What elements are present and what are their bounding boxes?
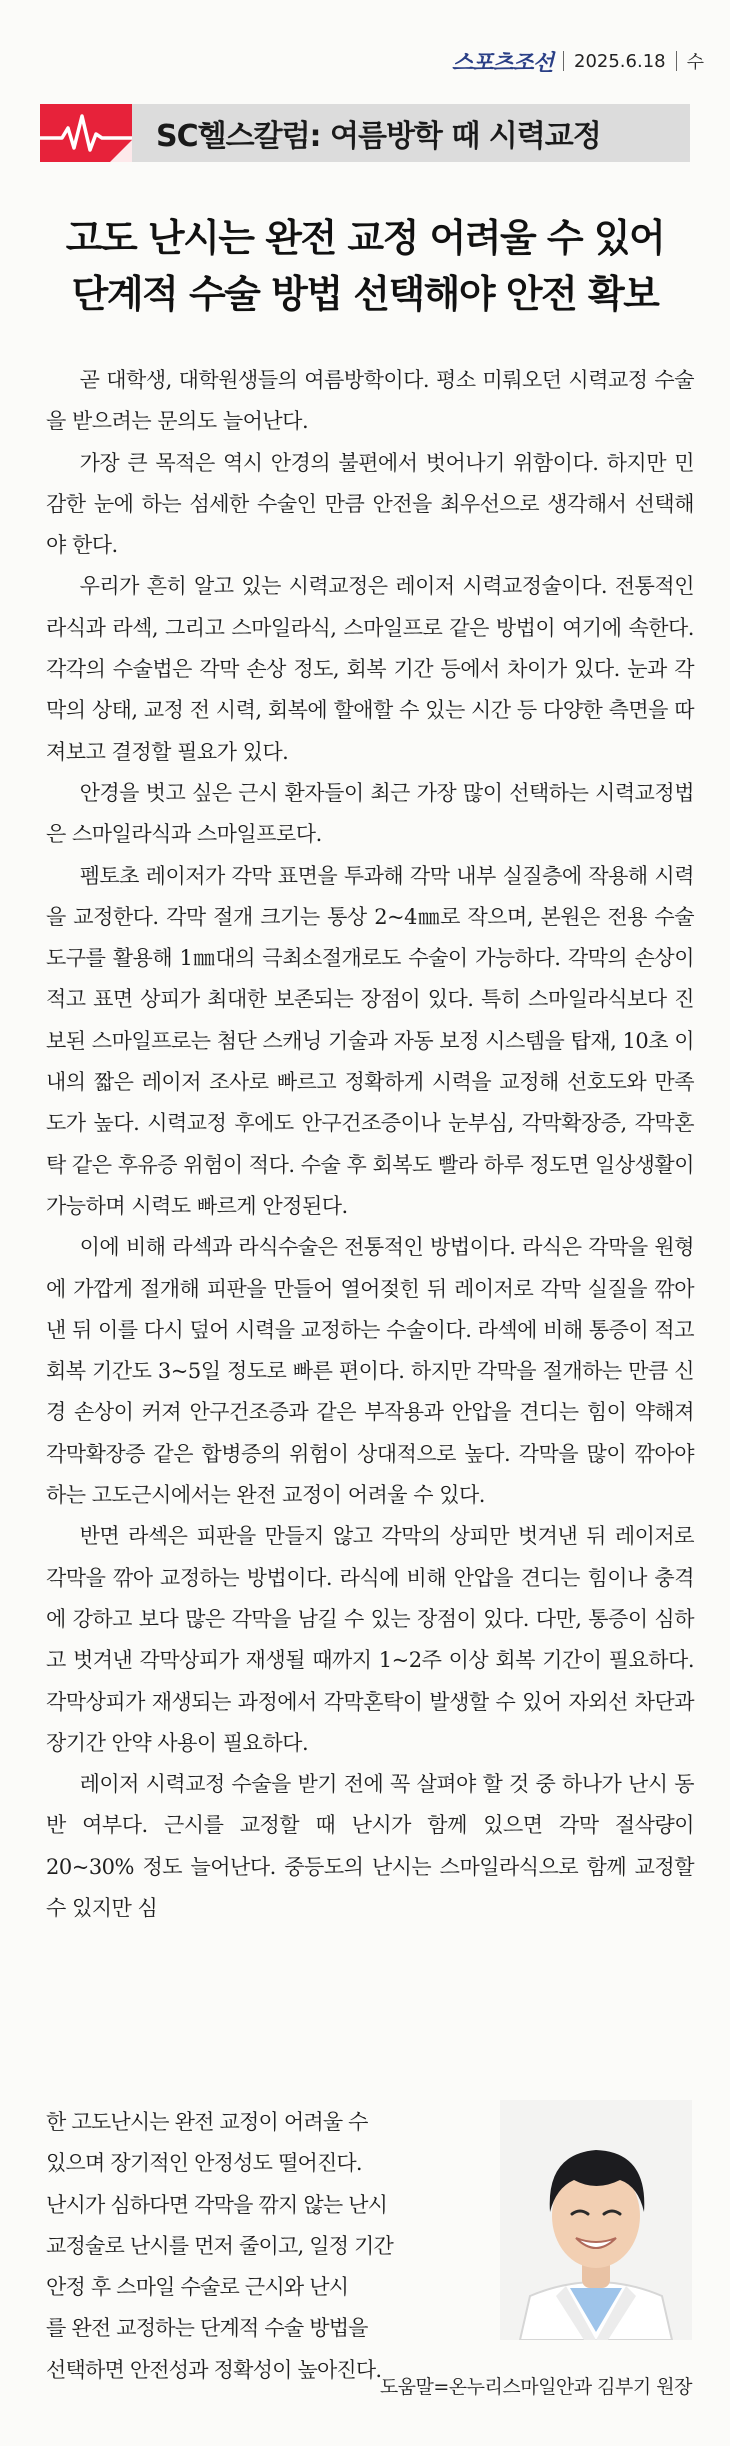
headline-line-1: 고도 난시는 완전 교정 어려울 수 있어 xyxy=(65,215,665,260)
article-paragraph: 가장 큰 목적은 역시 안경의 불편에서 벗어나기 위함이다. 하지만 민감한 눈에 하는 섬세한 수술인 만큼 안전을 최우선으로 생각해서 선택해야 한다. xyxy=(46,450,694,558)
article-paragraph: 반면 라섹은 피판을 만들지 않고 각막의 상피만 벗겨낸 뒤 레이저로 각막을 깎아 교정하는 방법이다. 라식에 비해 안압을 견디는 힘이나 충격에 강하고 보다 많은 각막을 남길 수 있는 장점이 있다. 다만, 통증이 심하고 벗겨낸 각막상피가 재생될 때까지 1~2주 이상 회복 기간이 필요하다. 각막상피가 재생되는 과정에서 각막혼탁이 발생할 수 있어 자외선 차단과 장기간 안약 사용이 필요하다. xyxy=(46,1524,694,1755)
article-line: 난시가 심하다면 각막을 깎지 않는 난시 xyxy=(46,2192,388,2217)
column-banner xyxy=(40,104,690,162)
article-line: 를 완전 교정하는 단계적 수술 방법을 xyxy=(46,2316,368,2341)
article-paragraph: 레이저 시력교정 수술을 받기 전에 꼭 살펴야 할 것 중 하나가 난시 동반 여부다. 근시를 교정할 때 난시가 함께 있으면 각막 절삭량이 20~30% 정도 늘어난다. 중등도의 난시는 스마일라식으로 함께 교정할 수 있지만 심 xyxy=(46,1772,694,1920)
doctor-portrait-icon xyxy=(500,2100,692,2340)
publication-name: 스포츠조선 xyxy=(451,50,553,76)
article-paragraph: 이에 비해 라섹과 라식수술은 전통적인 방법이다. 라식은 각막을 원형에 가깝게 절개해 피판을 만들어 열어젖힌 뒤 레이저로 각막 실질을 깎아낸 뒤 이를 다시 덮어 시력을 교정하는 수술이다. 라섹에 비해 통증이 적고 회복 기간도 3~5일 정도로 빠른 편이다. 하지만 각막을 절개하는 만큼 신경 손상이 커져 안구건조증과 같은 부작용과 안압을 견디는 힘이 약해져 각막확장증 같은 합병증의 위험이 상대적으로 높다. 각막을 많이 깎아야 하는 고도근시에서는 완전 교정이 어려울 수 있다. xyxy=(46,1235,694,1508)
publication-weekday: 수 xyxy=(686,52,704,73)
article-line: 선택하면 안전성과 정확성이 높아진다. xyxy=(46,2357,382,2382)
article-line: 있으며 장기적인 안정성도 떨어진다. xyxy=(46,2151,362,2176)
article-paragraph: 우리가 흔히 알고 있는 시력교정은 레이저 시력교정술이다. 전통적인 라식과 라섹, 그리고 스마일라식, 스마일프로 같은 방법이 여기에 속한다. 각각의 수술법은 각막 손상 정도, 회복 기간 등에서 차이가 있다. 눈과 각막의 상태, 교정 전 시력, 회복에 할애할 수 있는 시간 등 다양한 측면을 따져보고 결정할 필요가 있다. xyxy=(46,574,694,764)
masthead-divider xyxy=(676,51,677,71)
photo-caption: 도움말=온누리스마일안과 김부기 원장 xyxy=(379,2376,692,2398)
article-body xyxy=(46,360,694,1929)
article-paragraph: 펨토초 레이저가 각막 표면을 투과해 각막 내부 실질층에 작용해 시력을 교정한다. 각막 절개 크기는 통상 2~4㎜로 작으며, 본원은 전용 수술도구를 활용해 1㎜대의 극최소절개로도 수술이 가능하다. 각막의 손상이 적고 표면 상피가 최대한 보존되는 장점이 있다. 특히 스마일라식보다 진보된 스마일프로는 첨단 스캐닝 기술과 자동 보정 시스템을 탑재, 10초 이내의 짧은 레이저 조사로 빠르고 정확하게 시력을 교정해 선호도와 만족도가 높다. 시력교정 후에도 안구건조증이나 눈부심, 각막확장증, 각막혼탁 같은 후유증 위험이 적다. 수술 후 회복도 빨라 하루 정도면 일상생활이 가능하며 시력도 빠르게 안정된다. xyxy=(46,863,694,1218)
publication-date: 2025.6.18 xyxy=(574,50,666,72)
column-title: SC헬스칼럼: 여름방학 때 시력교정 xyxy=(156,119,601,154)
article-line: 한 고도난시는 완전 교정이 어려울 수 xyxy=(46,2110,368,2134)
heartbeat-icon xyxy=(40,104,132,162)
article-line: 안정 후 스마일 수술로 근시와 난시 xyxy=(46,2275,349,2300)
headline-line-2: 단계적 수술 방법 선택해야 안전 확보 xyxy=(71,271,659,316)
article-final-lines xyxy=(46,2102,476,2391)
article-paragraph: 안경을 벗고 싶은 근시 환자들이 최근 가장 많이 선택하는 시력교정법은 스마일라식과 스마일프로다. xyxy=(46,780,694,847)
masthead-divider xyxy=(563,51,564,71)
article-line: 교정술로 난시를 먼저 줄이고, 일정 기간 xyxy=(46,2233,394,2258)
masthead xyxy=(452,44,704,78)
article-paragraph: 곧 대학생, 대학원생들의 여름방학이다. 평소 미뤄오던 시력교정 수술을 받으려는 문의도 늘어난다. xyxy=(46,368,694,434)
headline xyxy=(40,210,690,322)
